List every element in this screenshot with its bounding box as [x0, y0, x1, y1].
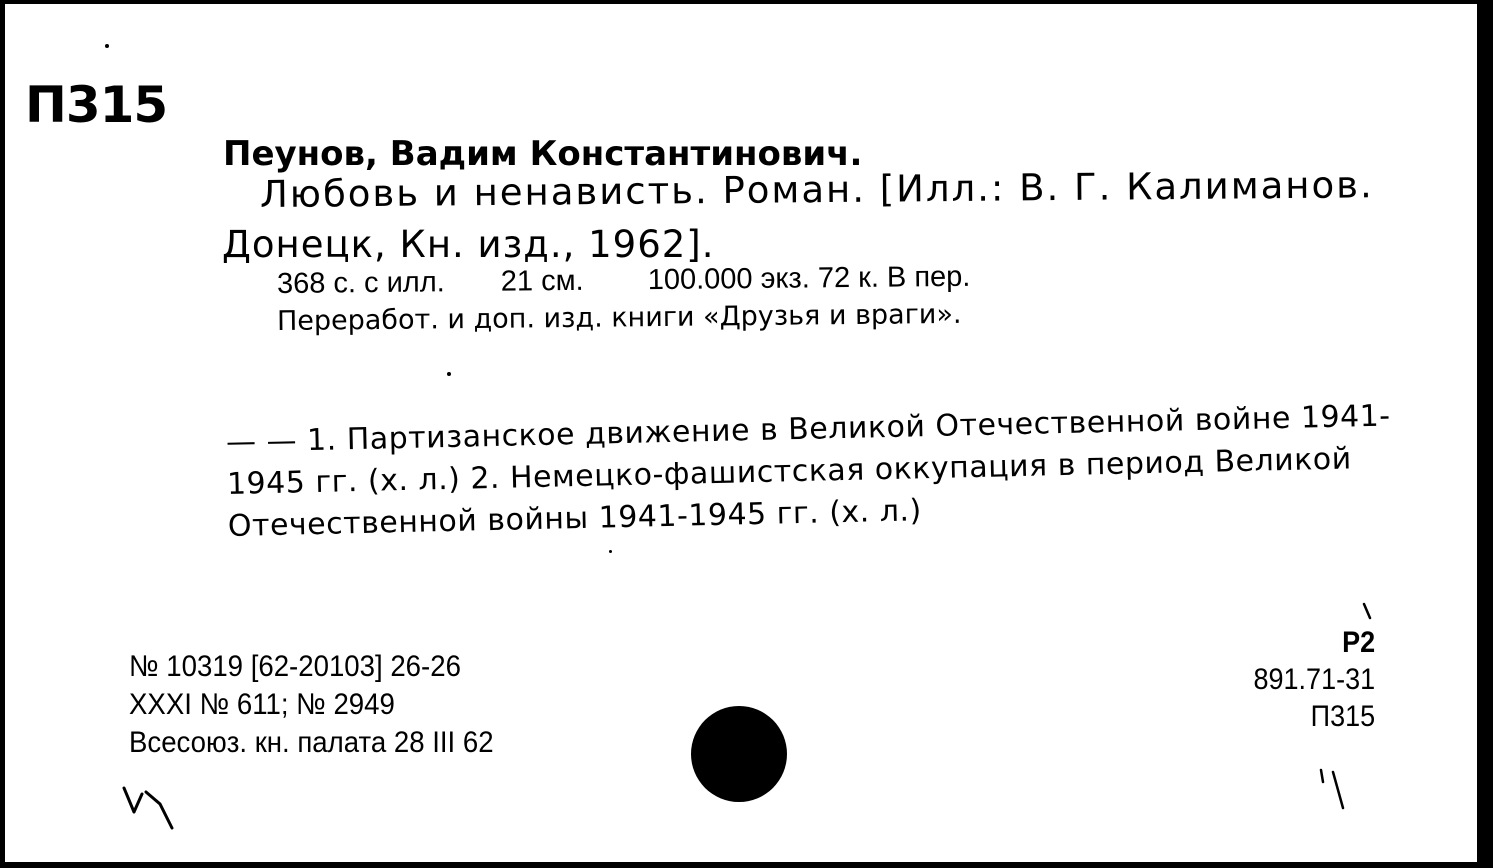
class-code: Р2 — [1341, 626, 1375, 659]
print-run-price: 100.000 экз. 72 к. В пер. — [647, 260, 971, 297]
physical-description — [276, 260, 971, 300]
pencil-mark — [120, 782, 200, 842]
imprint-block — [129, 648, 494, 762]
punch-hole — [691, 706, 787, 802]
pencil-mark — [1313, 764, 1353, 814]
author-heading: Пеунов, Вадим Константинович. — [223, 134, 863, 174]
cutter-number: П315 — [1310, 700, 1375, 733]
handwritten-shelf-code: П315 — [25, 76, 168, 134]
imprint-line-2: XXXI № 611; № 2949 — [129, 688, 395, 721]
subject-headings: — — 1. Партизанское движение в Великой Отечественной войне 1941-1945 гг. (х. л.) 2. Немецко-фашистская оккупация в период Великой Отечественной войны 1941-1945 гг. (х. л.) — [225, 398, 1391, 544]
imprint-line-3: Всесоюз. кн. палата 28 III 62 — [129, 726, 494, 759]
stray-mark — [447, 372, 451, 376]
title-line-1: Любовь и ненависть. Роман. [Илл.: В. Г. Калиманов. — [259, 163, 1374, 216]
title-line-2: Донецк, Кн. изд., 1962]. — [222, 223, 715, 266]
book-size: 21 см. — [500, 264, 584, 298]
page-count: 368 с. с илл. — [276, 266, 445, 300]
catalog-card — [5, 4, 1477, 862]
imprint-line-1: № 10319 [62-20103] 26-26 — [129, 650, 461, 683]
scan-border — [1479, 0, 1493, 868]
udc-code: 891.71-31 — [1253, 663, 1375, 696]
pencil-mark — [1360, 602, 1376, 624]
stray-mark — [105, 44, 109, 48]
classification-block — [1253, 624, 1375, 735]
stray-mark — [609, 550, 612, 553]
edition-note: Переработ. и доп. изд. книги «Друзья и враги». — [276, 298, 962, 337]
